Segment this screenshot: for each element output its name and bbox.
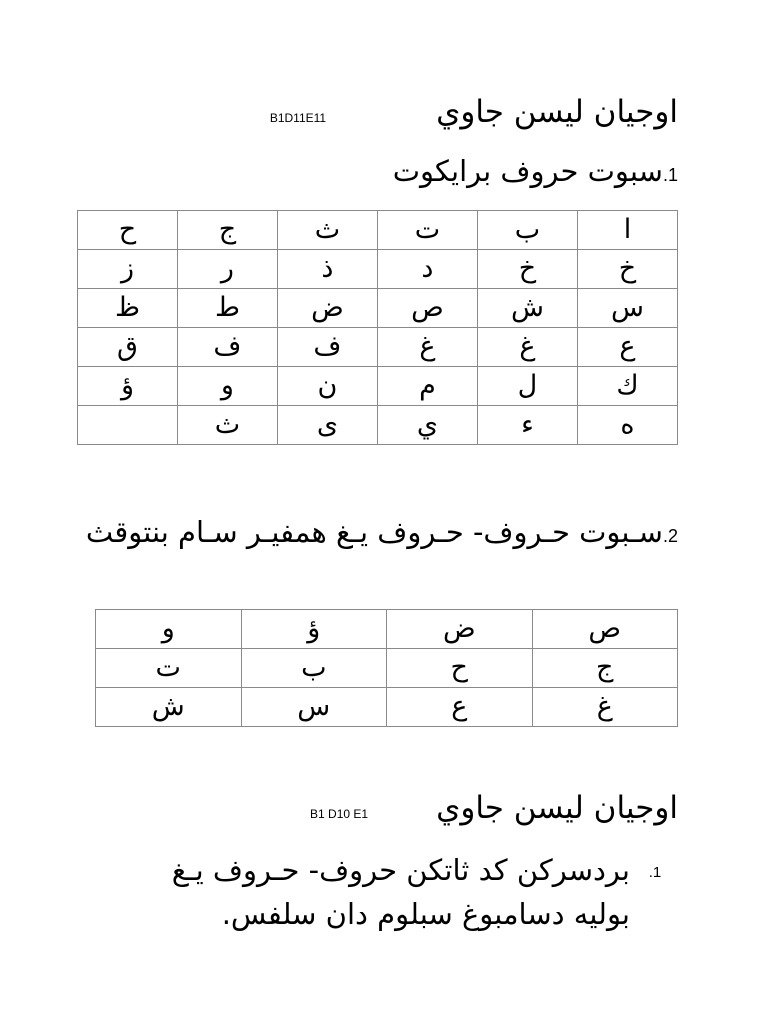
table-cell: س (577, 289, 677, 328)
table-cell: غ (477, 328, 577, 367)
table-cell: ه (577, 406, 677, 445)
table-cell: ي (377, 406, 477, 445)
table-cell: و (96, 610, 242, 649)
table-row (78, 367, 678, 406)
table-cell: ظ (78, 289, 178, 328)
table-cell: ل (477, 367, 577, 406)
table-cell: غ (532, 688, 677, 727)
table-cell: ذ (277, 250, 377, 289)
table-cell: ط (177, 289, 277, 328)
table-cell: ى (277, 406, 377, 445)
table-cell: ف (277, 328, 377, 367)
table-cell (78, 406, 178, 445)
question2-text: سـبوت حـروف- حـروف يـغ همفيـر سـام بنتوقث (85, 515, 663, 549)
question2-number: 2. (662, 526, 678, 546)
section1-title: اوجيان ليسن جاوي (436, 94, 678, 130)
table-cell: ح (387, 649, 532, 688)
section1-code: B1D11E11 (269, 111, 327, 125)
table-cell: ش (477, 289, 577, 328)
table-cell: ن (277, 367, 377, 406)
table-cell: ض (277, 289, 377, 328)
table-cell: غ (377, 328, 477, 367)
table-cell: ح (78, 211, 178, 250)
table-cell: ض (387, 610, 532, 649)
table-row (96, 649, 678, 688)
section2-title: اوجيان ليسن جاوي (436, 790, 678, 826)
similar-letters-table (95, 609, 678, 727)
table-cell: د (377, 250, 477, 289)
table-cell: م (377, 367, 477, 406)
table-cell: ص (532, 610, 677, 649)
section2-item-number: 1. (648, 864, 662, 881)
section2-item-text: بردسركن كد ثاتكن حروف- حـروف يـغ بوليه دسامبوغ سبلوم دان سلفس. (171, 853, 630, 931)
table-cell: ف (177, 328, 277, 367)
table-cell: ج (177, 211, 277, 250)
section2-item (90, 848, 680, 936)
table-row (96, 688, 678, 727)
table-cell: ع (387, 688, 532, 727)
table-cell: ت (377, 211, 477, 250)
table-row (78, 289, 678, 328)
question2-heading (78, 508, 678, 560)
table-cell: ق (78, 328, 178, 367)
table-cell: ء (477, 406, 577, 445)
question1-text: سبوت حروف برايكوت (392, 154, 663, 188)
table-cell: ز (78, 250, 178, 289)
table-cell: ص (377, 289, 477, 328)
table-cell: ث (177, 406, 277, 445)
section1-title-line (60, 94, 678, 130)
table-row (78, 406, 678, 445)
table-row (96, 610, 678, 649)
table-cell: ا (577, 211, 677, 250)
section2-title-line (60, 790, 678, 826)
table-cell: ب (477, 211, 577, 250)
table-cell: خ (477, 250, 577, 289)
table-cell: و (177, 367, 277, 406)
table-cell: ت (96, 649, 242, 688)
question1-number: 1. (662, 165, 678, 185)
table-cell: ث (277, 211, 377, 250)
section2-code: B1 D10 E1 (310, 807, 369, 821)
letters-table (77, 210, 678, 445)
table-row (78, 211, 678, 250)
table-cell: ع (577, 328, 677, 367)
table-cell: خ (577, 250, 677, 289)
table-cell: ك (577, 367, 677, 406)
table-cell: ب (241, 649, 387, 688)
table-cell: ج (532, 649, 677, 688)
table-cell: ؤ (78, 367, 178, 406)
table-cell: س (241, 688, 387, 727)
table-cell: ؤ (241, 610, 387, 649)
table-cell: ش (96, 688, 242, 727)
table-row (78, 250, 678, 289)
table-cell: ر (177, 250, 277, 289)
question1-heading (78, 154, 678, 188)
table-row (78, 328, 678, 367)
